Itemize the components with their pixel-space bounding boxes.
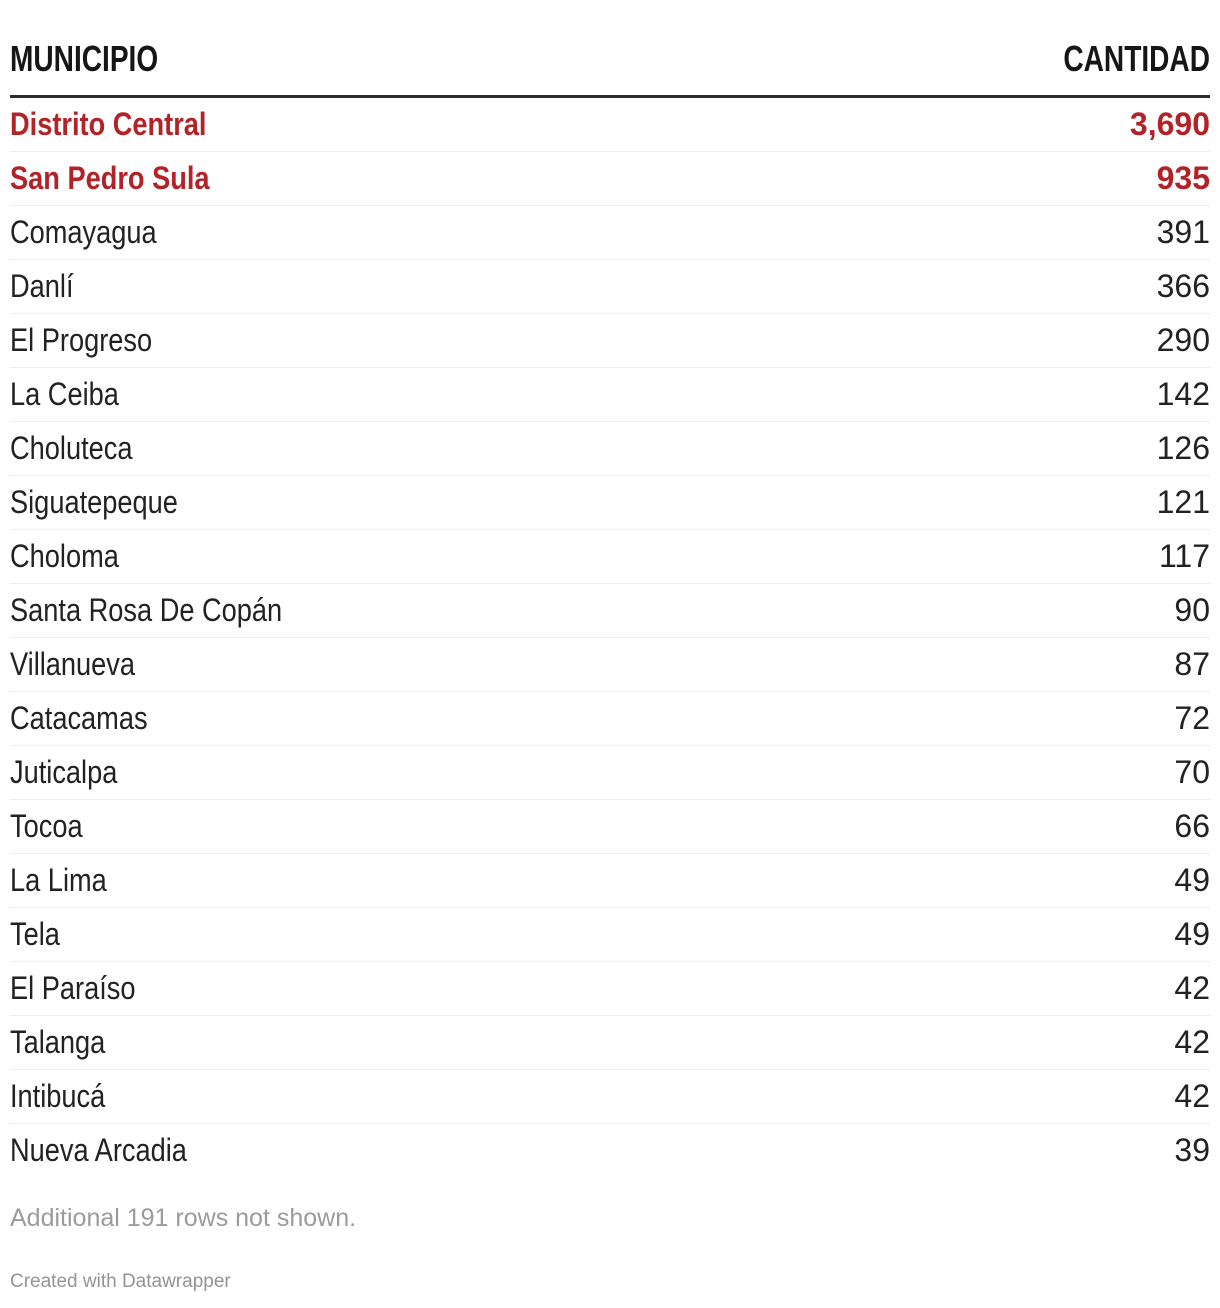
cantidad-cell: 49 <box>610 908 1210 962</box>
table-row <box>10 368 1210 422</box>
cantidad-cell: 70 <box>610 746 1210 800</box>
municipio-cell <box>10 97 610 152</box>
municipio-label: Santa Rosa De Copán <box>10 592 283 628</box>
table-row <box>10 638 1210 692</box>
cantidad-cell: 391 <box>610 206 1210 260</box>
municipio-cell <box>10 1016 610 1070</box>
municipio-cell <box>10 746 610 800</box>
table-row <box>10 1070 1210 1124</box>
municipio-cell <box>10 260 610 314</box>
cantidad-cell: 66 <box>610 800 1210 854</box>
municipio-label: Intibucá <box>10 1078 106 1114</box>
municipio-cell <box>10 908 610 962</box>
table-row <box>10 800 1210 854</box>
table-row <box>10 584 1210 638</box>
municipio-label: Siguatepeque <box>10 484 178 520</box>
municipio-cell <box>10 206 610 260</box>
municipio-label: Tela <box>10 916 60 952</box>
municipio-label: Tocoa <box>10 808 83 844</box>
municipio-label: El Paraíso <box>10 970 136 1006</box>
municipio-cell <box>10 692 610 746</box>
municipio-label: Talanga <box>10 1024 106 1060</box>
cantidad-cell: 290 <box>610 314 1210 368</box>
municipio-label: Catacamas <box>10 700 148 736</box>
cantidad-cell: 90 <box>610 584 1210 638</box>
cantidad-cell: 72 <box>610 692 1210 746</box>
municipio-label: Comayagua <box>10 214 157 250</box>
cantidad-cell: 117 <box>610 530 1210 584</box>
cantidad-cell: 42 <box>610 1016 1210 1070</box>
municipio-label: La Ceiba <box>10 376 119 412</box>
data-table <box>10 0 1210 1177</box>
column-header-cantidad-label: CANTIDAD <box>1063 38 1210 79</box>
table-row <box>10 314 1210 368</box>
table-row <box>10 476 1210 530</box>
municipio-cell <box>10 422 610 476</box>
table-row <box>10 152 1210 206</box>
datawrapper-attribution-link[interactable]: Created with Datawrapper <box>10 1271 231 1292</box>
municipio-cell <box>10 476 610 530</box>
municipio-label: San Pedro Sula <box>10 160 210 196</box>
table-row <box>10 1016 1210 1070</box>
cantidad-cell: 121 <box>610 476 1210 530</box>
table-row <box>10 530 1210 584</box>
cantidad-cell: 935 <box>610 152 1210 206</box>
municipio-label: Villanueva <box>10 646 136 682</box>
table-row <box>10 854 1210 908</box>
municipio-label: Choluteca <box>10 430 133 466</box>
table-row <box>10 962 1210 1016</box>
municipio-cell <box>10 1070 610 1124</box>
municipio-label: Nueva Arcadia <box>10 1132 187 1168</box>
column-header-municipio-label: MUNICIPIO <box>10 38 159 79</box>
municipio-cell <box>10 1124 610 1178</box>
table-row <box>10 746 1210 800</box>
additional-rows-note: Additional 191 rows not shown. <box>10 1204 357 1232</box>
column-header-cantidad <box>610 0 1210 97</box>
cantidad-cell: 39 <box>1174 1132 1210 1168</box>
cantidad-cell: 126 <box>610 422 1210 476</box>
municipio-label: Choloma <box>10 538 119 574</box>
table-row <box>10 1124 1210 1178</box>
cantidad-cell: 366 <box>610 260 1210 314</box>
table-body <box>10 97 1210 1178</box>
municipio-label: El Progreso <box>10 322 153 358</box>
table-row <box>10 260 1210 314</box>
cantidad-cell: 42 <box>610 962 1210 1016</box>
municipio-label: Juticalpa <box>10 754 118 790</box>
table-row <box>10 908 1210 962</box>
header-row <box>10 0 1210 97</box>
column-header-municipio <box>10 0 610 97</box>
table-row <box>10 422 1210 476</box>
cantidad-cell: 142 <box>610 368 1210 422</box>
table-row <box>10 206 1210 260</box>
cantidad-cell: 3,690 <box>610 97 1210 152</box>
municipio-cell <box>10 530 610 584</box>
municipio-cell <box>10 152 610 206</box>
cantidad-cell: 87 <box>610 638 1210 692</box>
municipio-cell <box>10 584 610 638</box>
municipio-cell <box>10 638 610 692</box>
municipio-cell <box>10 962 610 1016</box>
municipio-cell <box>10 800 610 854</box>
municipio-cell <box>10 854 610 908</box>
municipio-label: La Lima <box>10 862 107 898</box>
table-row <box>10 692 1210 746</box>
table-row <box>10 97 1210 152</box>
municipio-label: Danlí <box>10 268 74 304</box>
municipio-label: Distrito Central <box>10 106 207 142</box>
cantidad-cell: 49 <box>610 854 1210 908</box>
table-header <box>10 0 1210 97</box>
cantidad-cell: 42 <box>610 1070 1210 1124</box>
municipio-cell <box>10 314 610 368</box>
attribution <box>10 1233 1210 1308</box>
municipio-cell <box>10 368 610 422</box>
